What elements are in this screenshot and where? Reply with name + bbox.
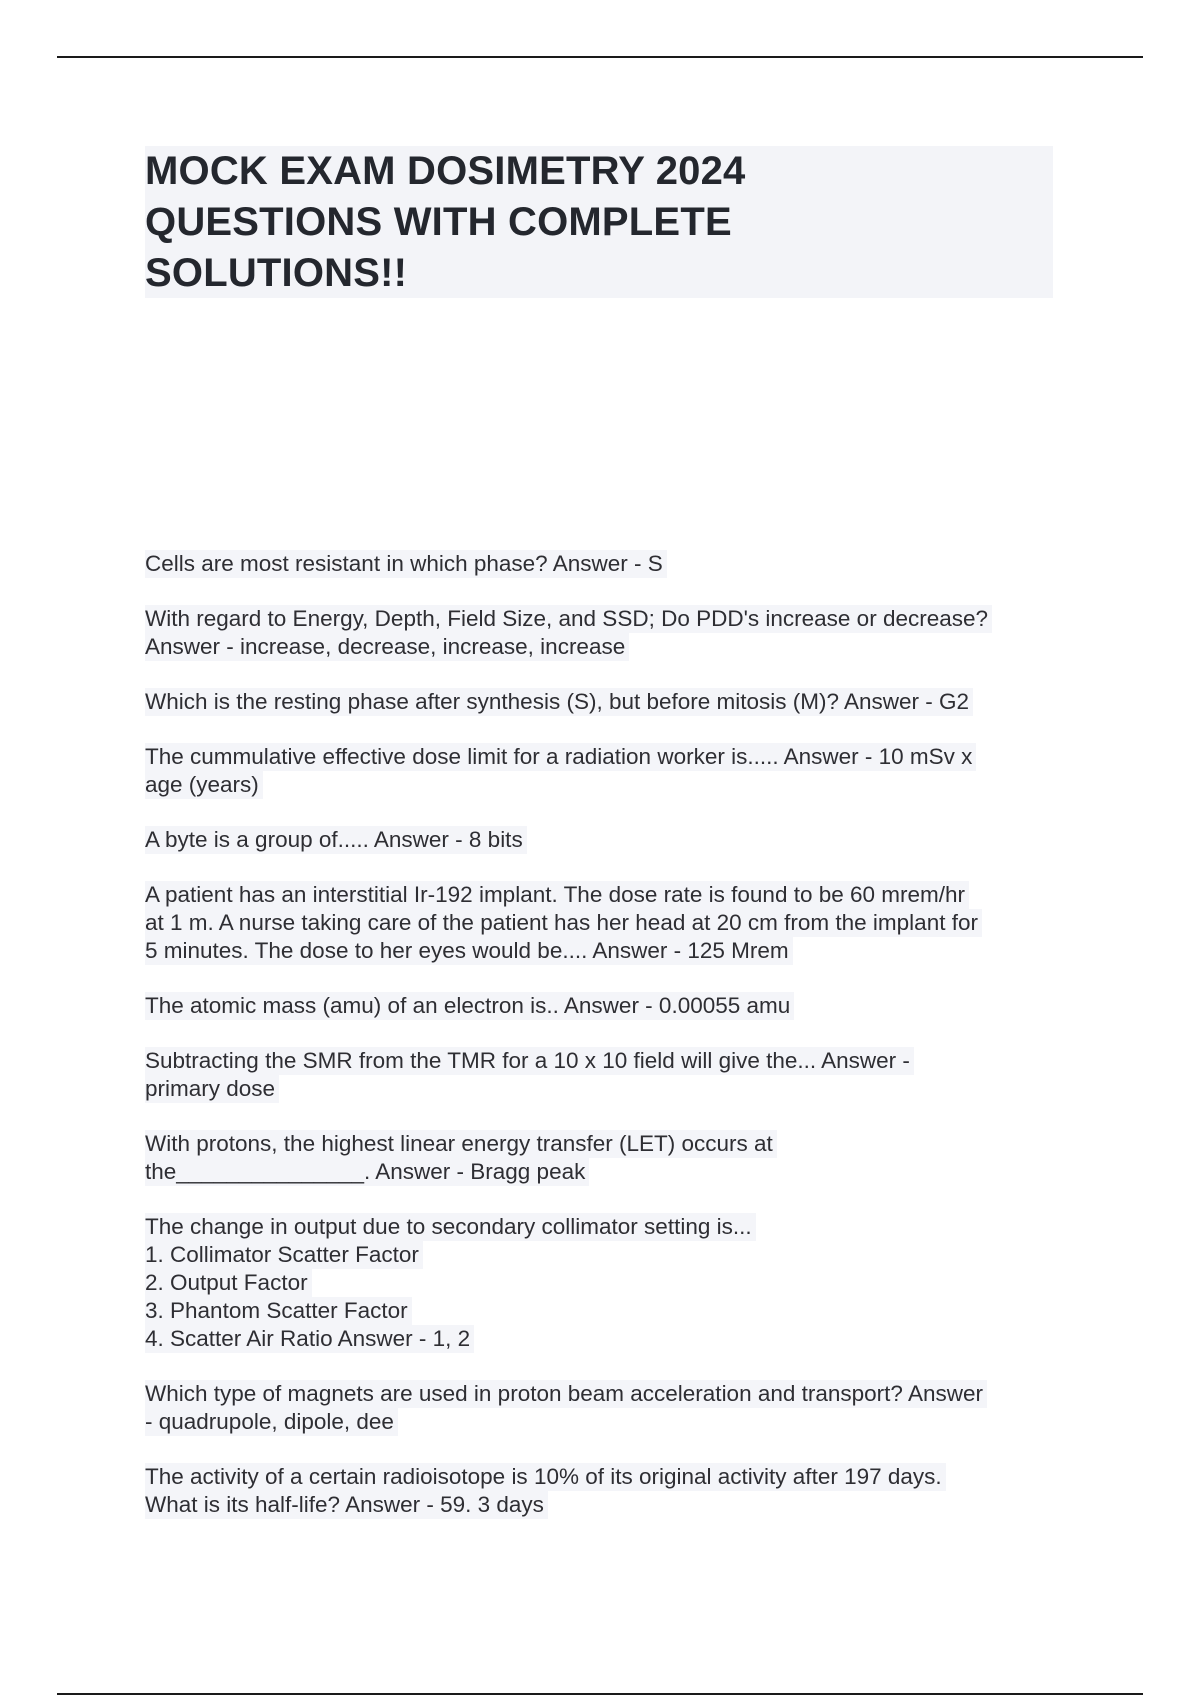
top-divider	[57, 56, 1143, 58]
qa-line: Subtracting the SMR from the TMR for a 10 x 10 field will give the... Answer -	[145, 1047, 914, 1075]
qa-line: age (years)	[145, 771, 263, 799]
qa-line: The atomic mass (amu) of an electron is.. Answer - 0.00055 amu	[145, 992, 794, 1020]
title-line: QUESTIONS WITH COMPLETE	[145, 200, 732, 244]
qa-line: Answer - increase, decrease, increase, increase	[145, 633, 629, 661]
document-title	[145, 146, 1053, 298]
qa-line: With regard to Energy, Depth, Field Size, and SSD; Do PDD's increase or decrease?	[145, 605, 992, 633]
qa-line: the_______________. Answer - Bragg peak	[145, 1158, 589, 1186]
qa-item	[145, 992, 1085, 1020]
qa-line: What is its half-life? Answer - 59. 3 days	[145, 1491, 548, 1519]
qa-line: - quadrupole, dipole, dee	[145, 1408, 398, 1436]
qa-item	[145, 743, 1085, 799]
qa-line: 5 minutes. The dose to her eyes would be.... Answer - 125 Mrem	[145, 937, 793, 965]
qa-line: 3. Phantom Scatter Factor	[145, 1297, 412, 1325]
question-answer-list	[145, 550, 1085, 1546]
qa-line: With protons, the highest linear energy transfer (LET) occurs at	[145, 1130, 777, 1158]
qa-item	[145, 881, 1085, 965]
qa-line: Cells are most resistant in which phase? Answer - S	[145, 550, 667, 578]
qa-line: The cummulative effective dose limit for a radiation worker is..... Answer - 10 mSv x	[145, 743, 976, 771]
qa-item	[145, 1130, 1085, 1186]
qa-item	[145, 1380, 1085, 1436]
qa-line: A byte is a group of..... Answer - 8 bits	[145, 826, 527, 854]
qa-item	[145, 688, 1085, 716]
qa-line: 1. Collimator Scatter Factor	[145, 1241, 423, 1269]
qa-line: at 1 m. A nurse taking care of the patient has her head at 20 cm from the implant for	[145, 909, 982, 937]
qa-line: A patient has an interstitial Ir-192 implant. The dose rate is found to be 60 mrem/hr	[145, 881, 969, 909]
qa-item	[145, 1047, 1085, 1103]
title-line: SOLUTIONS!!	[145, 251, 408, 295]
qa-line: 2. Output Factor	[145, 1269, 312, 1297]
qa-line: Which is the resting phase after synthesis (S), but before mitosis (M)? Answer - G2	[145, 688, 973, 716]
qa-item	[145, 826, 1085, 854]
qa-line: primary dose	[145, 1075, 279, 1103]
qa-line: 4. Scatter Air Ratio Answer - 1, 2	[145, 1325, 474, 1353]
title-line: MOCK EXAM DOSIMETRY 2024	[145, 149, 746, 193]
qa-line: Which type of magnets are used in proton beam acceleration and transport? Answer	[145, 1380, 987, 1408]
qa-item	[145, 605, 1085, 661]
qa-item	[145, 1213, 1085, 1353]
qa-line: The change in output due to secondary collimator setting is...	[145, 1213, 756, 1241]
qa-item	[145, 550, 1085, 578]
bottom-divider	[57, 1693, 1143, 1695]
qa-item	[145, 1463, 1085, 1519]
qa-line: The activity of a certain radioisotope is 10% of its original activity after 197 days.	[145, 1463, 946, 1491]
